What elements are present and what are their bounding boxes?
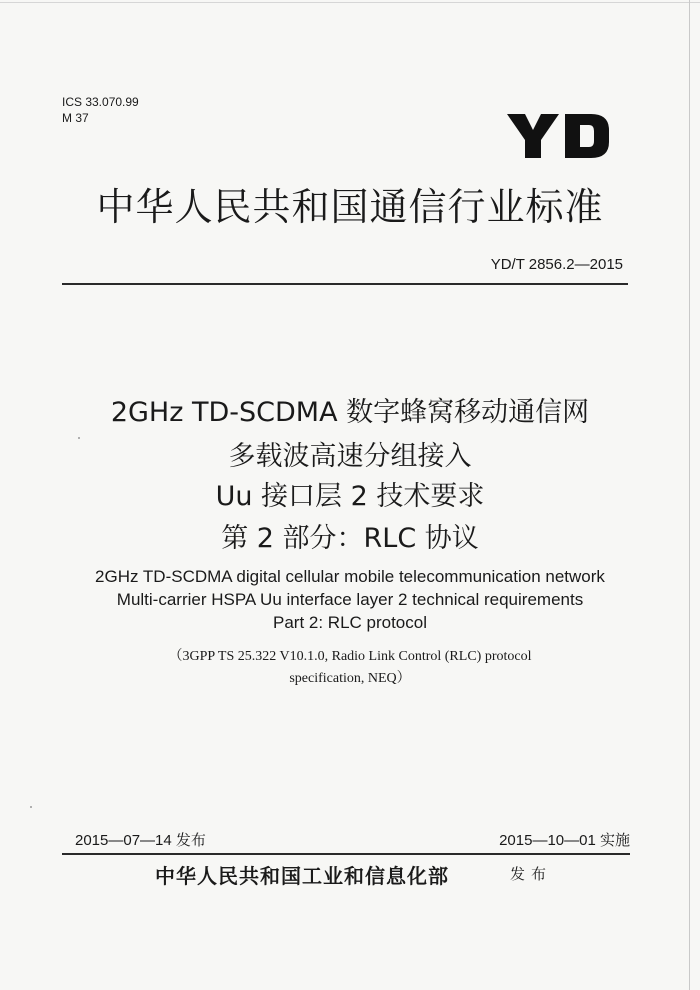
adoption-note-line-1: （3GPP TS 25.322 V10.1.0, Radio Link Control (RLC) protocol	[168, 649, 532, 664]
implementation-date: 2015—10—01 实施	[499, 832, 630, 849]
en-title-line-2: Multi-carrier HSPA Uu interface layer 2 technical requirements	[116, 590, 584, 609]
issuing-authority: 中华人民共和国工业和信息化部	[155, 864, 449, 888]
footer-divider	[62, 853, 630, 855]
scan-speck	[78, 437, 80, 439]
scan-top-edge	[0, 2, 700, 3]
cn-title-line-4: 第 2 部分：RLC 协议	[221, 523, 479, 554]
header-divider	[62, 283, 628, 285]
standard-number: YD/T 2856.2—2015	[490, 256, 623, 273]
ics-code: ICS 33.070.99	[62, 95, 139, 109]
cn-title-line-3: Uu 接口层 2 技术要求	[215, 481, 485, 512]
adoption-note-line-2: specification, NEQ）	[289, 671, 411, 686]
standard-category-title: 中华人民共和国通信行业标准	[96, 185, 604, 229]
cn-title-line-1: 2GHz TD-SCDMA 数字蜂窝移动通信网	[110, 397, 590, 428]
issue-date: 2015—07—14 发布	[75, 832, 206, 849]
yd-logo	[505, 112, 611, 160]
issue-label: 发布	[510, 865, 553, 883]
cn-title-line-2: 多载波高速分组接入	[228, 441, 472, 472]
ccs-code: M 37	[62, 111, 89, 125]
scan-speck	[30, 806, 32, 808]
en-title-line-3: Part 2: RLC protocol	[272, 613, 427, 632]
en-title-line-1: 2GHz TD-SCDMA digital cellular mobile telecommunication network	[95, 567, 605, 586]
